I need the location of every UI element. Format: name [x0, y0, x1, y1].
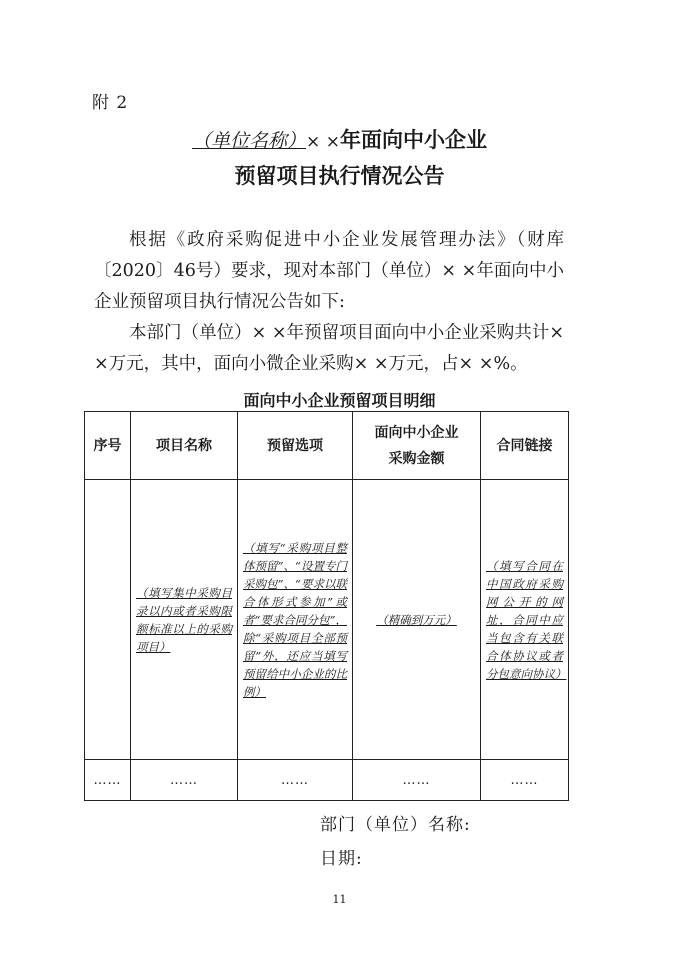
cell-index [85, 480, 131, 760]
note-project-name: （填写集中采购目录以内或者采购限额标准以上的采购项目） [136, 585, 232, 654]
annex-label: 附 2 [92, 93, 129, 113]
header-project-name: 项目名称 [131, 412, 238, 480]
page-number: 11 [332, 893, 347, 906]
header-index: 序号 [85, 412, 131, 480]
reserved-projects-table [84, 411, 569, 801]
cell-project-name [131, 480, 238, 760]
paragraph-basis: 根据《政府采购促进中小企业发展管理办法》（财库〔2020〕46号）要求，现对本部门（单位）× ×年面向中小企业预留项目执行情况公告如下: [94, 230, 564, 312]
note-reserve-option: （填写“采购项目整体预留”、“设置专门采购包”、“要求以联合体形式参加”或者“要求合同分包”，除“采购项目全部预留”外，还应当填写预留给中小企业的比例） [243, 540, 347, 699]
cell-amount [353, 480, 481, 760]
title-line-1 [0, 124, 679, 154]
paragraph-summary: 本部门（单位）× ×年预留项目面向中小企业采购共计× ×万元，其中，面向小微企业采购× ×万元，占× ×%。 [94, 323, 564, 374]
ellipsis-cell: …… [481, 760, 569, 801]
title-line-1-text: 年面向中小企业 [339, 128, 487, 152]
header-amount-line1: 面向中小企业 [374, 424, 459, 441]
table-row-ellipsis [85, 760, 569, 801]
note-contract-link: （填写合同在中国政府采购网公开的网址，合同中应当包含有关联合体协议或者分包意向协议） [486, 558, 567, 681]
header-amount [353, 412, 481, 480]
header-contract-link: 合同链接 [481, 412, 569, 480]
ellipsis-cell: …… [85, 760, 131, 801]
title-placeholder: （单位名称） [192, 130, 307, 152]
title-year-placeholder: × × [306, 132, 340, 152]
header-amount-line2: 采购金额 [388, 450, 445, 467]
date-label: 日期: [320, 849, 363, 869]
header-reserve-option: 预留选项 [238, 412, 353, 480]
table-row [85, 480, 569, 760]
ellipsis-cell: …… [238, 760, 353, 801]
department-name-label: 部门（单位）名称: [320, 815, 471, 835]
ellipsis-cell: …… [131, 760, 238, 801]
ellipsis-cell: …… [353, 760, 481, 801]
note-amount: （精确到万元） [376, 612, 457, 627]
title-line-2: 预留项目执行情况公告 [234, 164, 445, 188]
table-caption: 面向中小企业预留项目明细 [243, 391, 436, 410]
cell-reserve-option [238, 480, 353, 760]
cell-contract-link [481, 480, 569, 760]
table-header-row [85, 412, 569, 480]
